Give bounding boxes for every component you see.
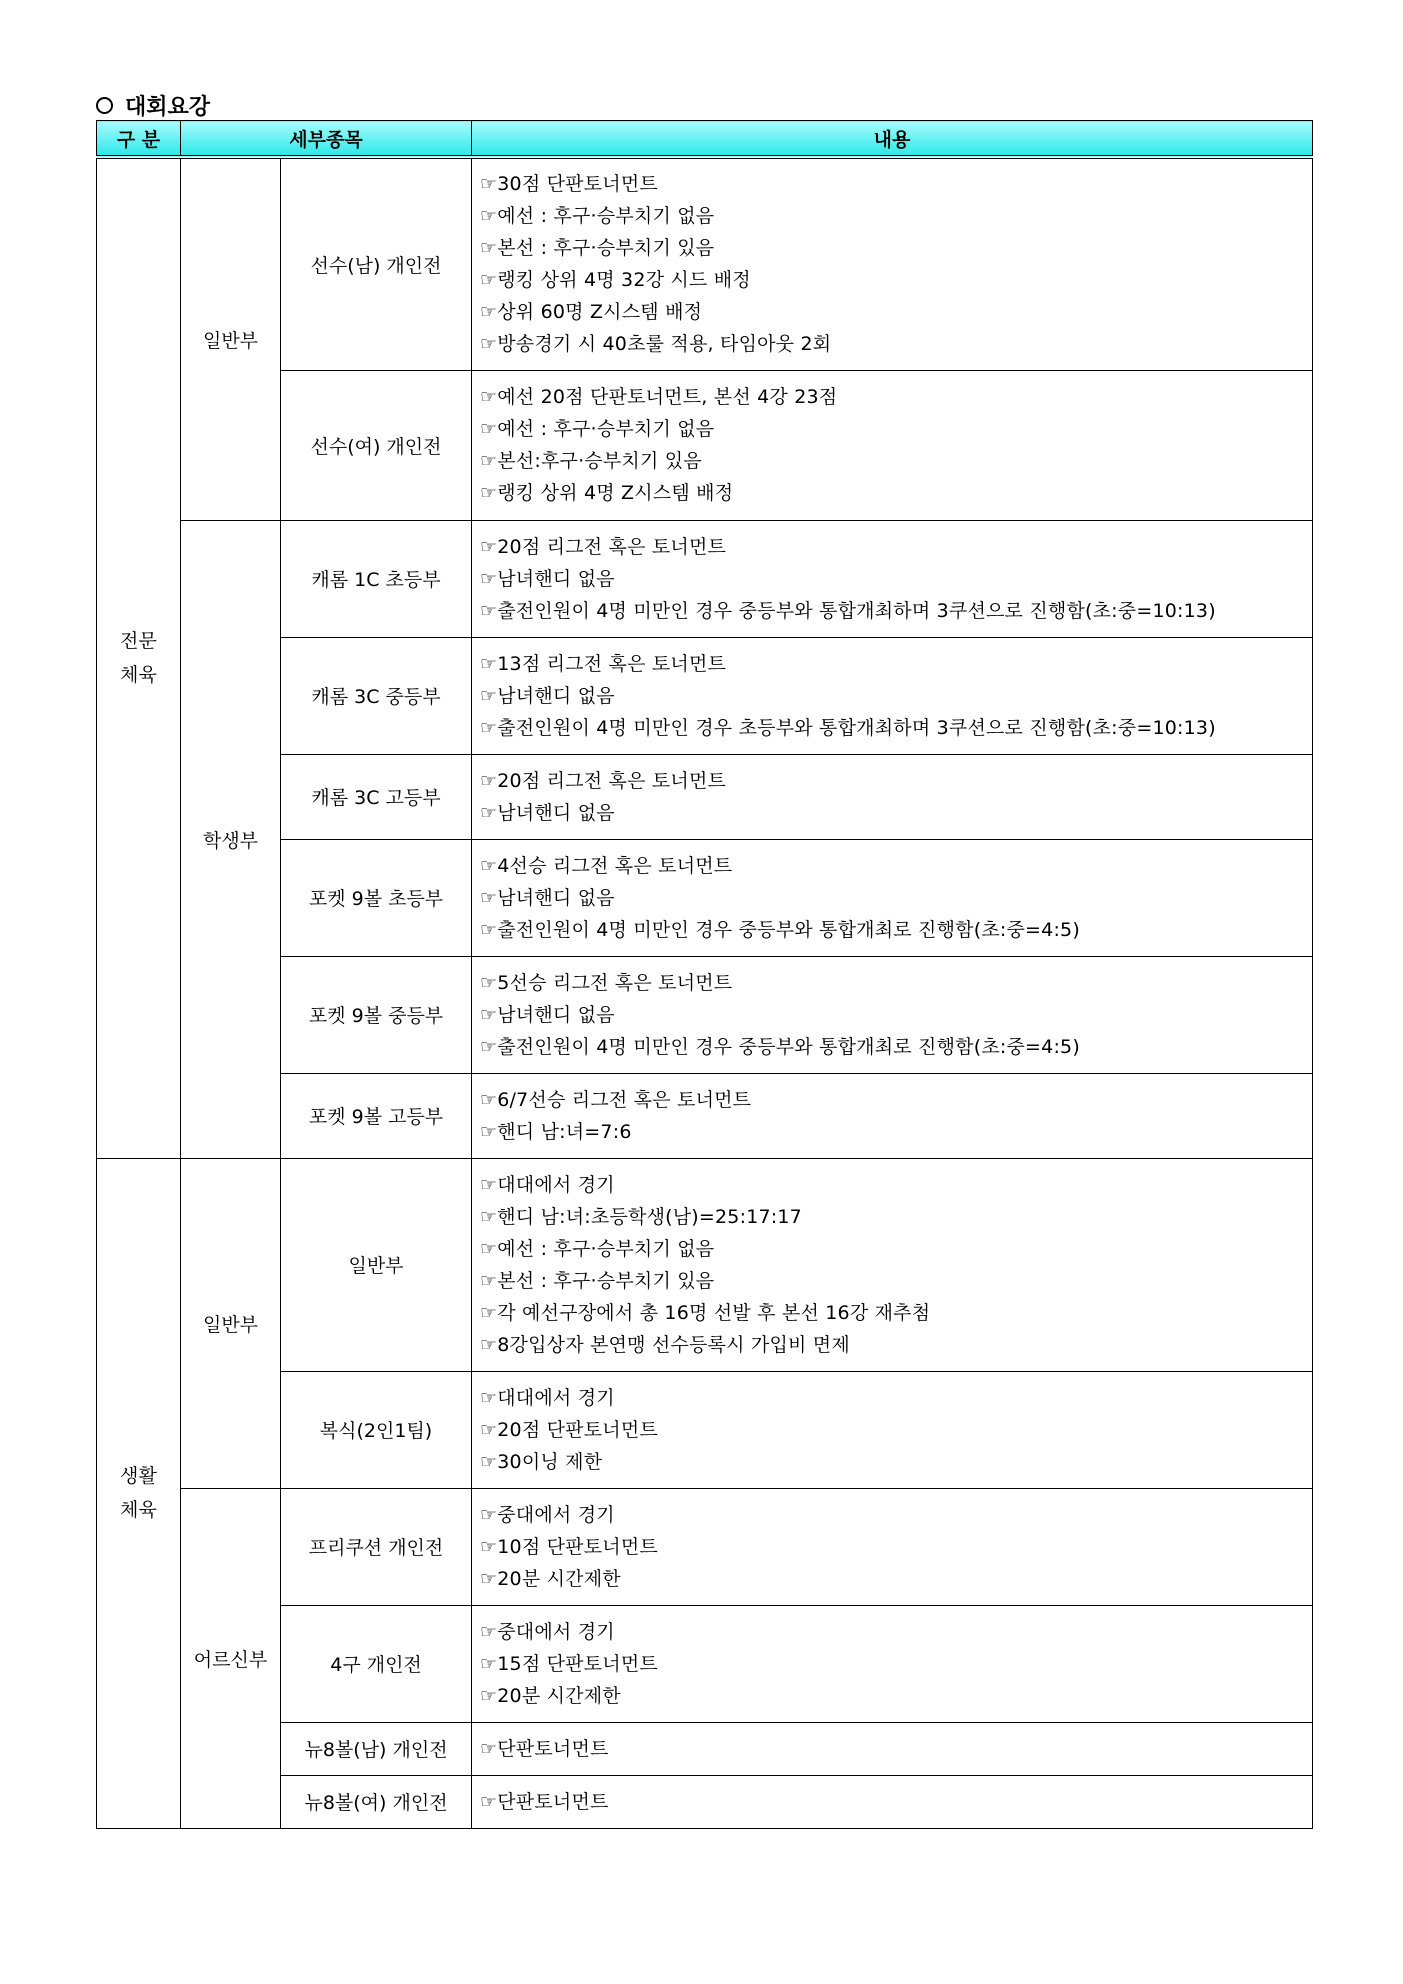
content-line: ☞예선 20점 단판토너먼트, 본선 4강 23점 [480, 386, 838, 408]
content-line: ☞출전인원이 4명 미만인 경우 중등부와 통합개최로 진행함(초:중=4:5) [480, 918, 1080, 941]
table-row [97, 157, 1313, 370]
division-cell: 일반부 [181, 157, 281, 520]
content-cell [472, 1371, 1313, 1488]
event-cell: 캐롬 1C 초등부 [281, 520, 472, 637]
content-line: ☞각 예선구장에서 총 16명 선발 후 본선 16강 재추첨 [480, 1301, 931, 1324]
content-cell [472, 956, 1313, 1073]
content-cell [472, 1073, 1313, 1158]
content-line: ☞중대에서 경기 [480, 1620, 615, 1643]
content-line: ☞6/7선승 리그전 혹은 토너먼트 [480, 1088, 752, 1111]
event-cell: 4구 개인전 [281, 1605, 472, 1722]
division-cell: 일반부 [181, 1158, 281, 1488]
event-cell: 선수(남) 개인전 [281, 157, 472, 370]
category-cell [97, 157, 181, 1158]
header-category: 구 분 [97, 121, 181, 158]
content-line: ☞출전인원이 4명 미만인 경우 중등부와 통합개최하며 3쿠션으로 진행함(초:중=10:13) [480, 599, 1216, 622]
content-line: ☞본선 : 후구·승부치기 있음 [480, 1269, 715, 1292]
category-label: 체육 [119, 1499, 158, 1521]
content-line: ☞4선승 리그전 혹은 토너먼트 [480, 854, 733, 877]
event-cell: 복식(2인1팀) [281, 1371, 472, 1488]
circle-bullet-icon [96, 97, 113, 114]
event-cell: 뉴8볼(여) 개인전 [281, 1775, 472, 1828]
content-line: ☞출전인원이 4명 미만인 경우 초등부와 통합개최하며 3쿠션으로 진행함(초:중=10:13) [480, 716, 1216, 739]
content-line: ☞8강입상자 본연맹 선수등록시 가입비 면제 [480, 1333, 850, 1356]
division-cell: 학생부 [181, 520, 281, 1158]
content-line: ☞단판토너먼트 [480, 1790, 609, 1813]
table-row [97, 1488, 1313, 1605]
content-line: ☞13점 리그전 혹은 토너먼트 [480, 652, 727, 675]
content-line: ☞랭킹 상위 4명 32강 시드 배정 [480, 269, 751, 292]
content-line: ☞5선승 리그전 혹은 토너먼트 [480, 971, 733, 994]
content-line: ☞남녀핸디 없음 [480, 567, 615, 590]
content-line: ☞단판토너먼트 [480, 1737, 609, 1760]
event-cell: 뉴8볼(남) 개인전 [281, 1722, 472, 1775]
content-cell [472, 1605, 1313, 1722]
content-line: ☞예선 : 후구·승부치기 없음 [480, 205, 715, 228]
section-title-text: 대회요강 [125, 94, 211, 120]
event-cell: 캐롬 3C 고등부 [281, 754, 472, 839]
category-label: 전문 [119, 630, 158, 653]
content-line: ☞핸디 남:녀:초등학생(남)=25:17:17 [480, 1205, 802, 1228]
content-cell [472, 637, 1313, 754]
event-cell: 캐롬 3C 중등부 [281, 637, 472, 754]
category-label: 체육 [119, 664, 158, 687]
content-line: ☞남녀핸디 없음 [480, 801, 615, 824]
table-body [97, 157, 1313, 1828]
content-cell [472, 157, 1313, 370]
content-line: ☞상위 60명 Z시스템 배정 [480, 301, 703, 324]
content-line: ☞20점 리그전 혹은 토너먼트 [480, 535, 727, 558]
event-cell: 포켓 9볼 중등부 [281, 956, 472, 1073]
content-line: ☞본선:후구·승부치기 있음 [480, 450, 702, 472]
content-line: ☞핸디 남:녀=7:6 [480, 1120, 632, 1143]
content-line: ☞예선 : 후구·승부치기 없음 [480, 1237, 715, 1260]
content-line: ☞출전인원이 4명 미만인 경우 중등부와 통합개최로 진행함(초:중=4:5) [480, 1035, 1080, 1058]
content-line: ☞30이닝 제한 [480, 1450, 603, 1473]
content-line: ☞대대에서 경기 [480, 1386, 615, 1409]
content-line: ☞대대에서 경기 [480, 1173, 615, 1196]
event-cell: 일반부 [281, 1158, 472, 1371]
content-line: ☞남녀핸디 없음 [480, 684, 615, 707]
division-cell: 어르신부 [181, 1488, 281, 1828]
event-cell: 포켓 9볼 초등부 [281, 839, 472, 956]
category-label: 생활 [119, 1465, 158, 1487]
content-line: ☞예선 : 후구·승부치기 없음 [480, 418, 715, 440]
table-header-row [97, 121, 1313, 158]
content-line: ☞20점 리그전 혹은 토너먼트 [480, 769, 727, 792]
header-event: 세부종목 [181, 121, 472, 158]
event-cell: 선수(여) 개인전 [281, 370, 472, 520]
event-cell: 프리쿠션 개인전 [281, 1488, 472, 1605]
content-line: ☞남녀핸디 없음 [480, 1003, 615, 1026]
content-cell [472, 754, 1313, 839]
content-line: ☞20분 시간제한 [480, 1567, 621, 1590]
competition-table [96, 120, 1313, 1829]
content-cell [472, 520, 1313, 637]
content-line: ☞방송경기 시 40초룰 적용, 타임아웃 2회 [480, 333, 832, 356]
content-cell [472, 370, 1313, 520]
content-cell [472, 1488, 1313, 1605]
content-line: ☞20분 시간제한 [480, 1684, 621, 1707]
section-title [96, 90, 210, 120]
category-cell [97, 1158, 181, 1828]
content-line: ☞랭킹 상위 4명 Z시스템 배정 [480, 482, 734, 504]
content-cell [472, 839, 1313, 956]
event-cell: 포켓 9볼 고등부 [281, 1073, 472, 1158]
content-cell [472, 1722, 1313, 1775]
content-line: ☞중대에서 경기 [480, 1503, 615, 1526]
content-line: ☞15점 단판토너먼트 [480, 1652, 658, 1675]
content-line: ☞10점 단판토너먼트 [480, 1535, 658, 1558]
content-line: ☞본선 : 후구·승부치기 있음 [480, 237, 715, 260]
content-line: ☞30점 단판토너먼트 [480, 173, 658, 196]
table-row [97, 1158, 1313, 1371]
content-cell [472, 1158, 1313, 1371]
header-content: 내용 [472, 121, 1313, 158]
content-line: ☞20점 단판토너먼트 [480, 1418, 658, 1441]
content-line: ☞남녀핸디 없음 [480, 886, 615, 909]
content-cell [472, 1775, 1313, 1828]
table-row [97, 520, 1313, 637]
